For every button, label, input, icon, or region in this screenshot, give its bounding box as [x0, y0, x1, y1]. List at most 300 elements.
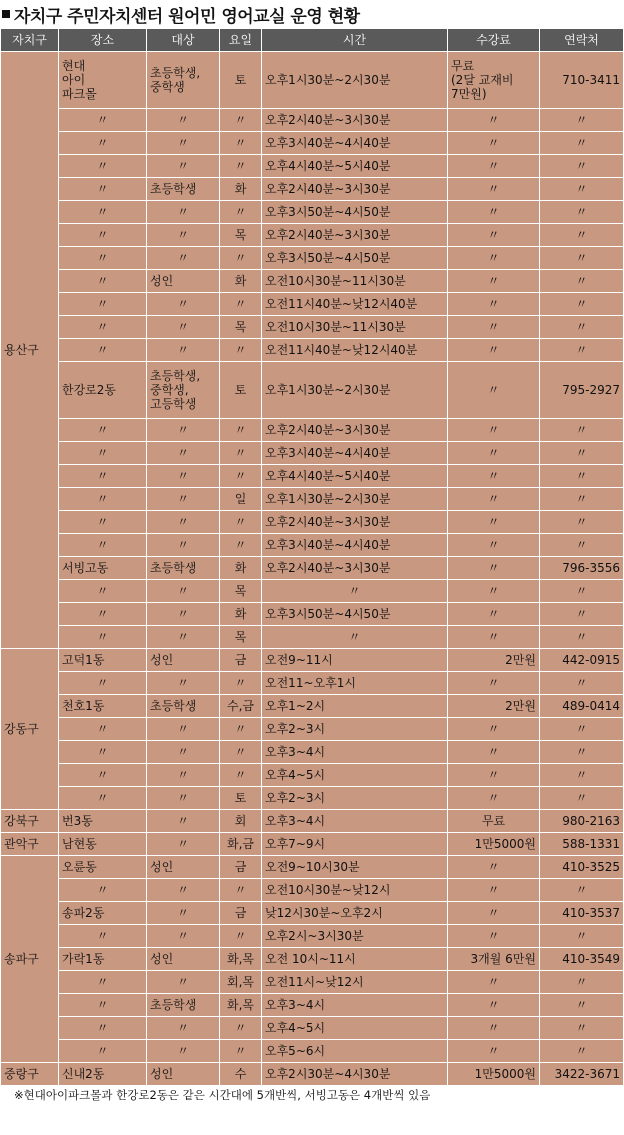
cell-contact: 〃 [540, 994, 624, 1017]
table-row [1, 155, 624, 178]
table-row [1, 649, 624, 672]
cell-fee: 〃 [448, 994, 540, 1017]
table-row [1, 994, 624, 1017]
cell-contact: 〃 [540, 603, 624, 626]
cell-district: 송파구 [1, 856, 59, 1063]
cell-target: 성인 [147, 270, 220, 293]
cell-place: 〃 [59, 316, 147, 339]
cell-target: 초등학생 [147, 178, 220, 201]
cell-fee: 3개월 6만원 [448, 948, 540, 971]
cell-day: 목 [220, 580, 262, 603]
cell-contact: 〃 [540, 925, 624, 948]
cell-day: 금 [220, 902, 262, 925]
cell-contact: 〃 [540, 155, 624, 178]
cell-contact: 489-0414 [540, 695, 624, 718]
cell-contact: 588-1331 [540, 833, 624, 856]
cell-target: 성인 [147, 856, 220, 879]
cell-fee: 〃 [448, 971, 540, 994]
cell-target: 〃 [147, 442, 220, 465]
cell-place: 천호1동 [59, 695, 147, 718]
cell-contact: 〃 [540, 201, 624, 224]
cell-district: 용산구 [1, 52, 59, 649]
cell-place: 송파2동 [59, 902, 147, 925]
table-row [1, 787, 624, 810]
table-row [1, 511, 624, 534]
cell-target: 〃 [147, 534, 220, 557]
cell-fee: 〃 [448, 155, 540, 178]
cell-contact: 〃 [540, 580, 624, 603]
cell-place: 〃 [59, 1040, 147, 1063]
table-row [1, 580, 624, 603]
cell-day: 화 [220, 270, 262, 293]
cell-time: 오후1~2시 [262, 695, 448, 718]
cell-fee: 〃 [448, 339, 540, 362]
cell-target: 〃 [147, 109, 220, 132]
cell-time: 오전9~10시30분 [262, 856, 448, 879]
cell-time: 오후3시50분~4시50분 [262, 247, 448, 270]
cell-contact: 〃 [540, 879, 624, 902]
cell-target: 〃 [147, 879, 220, 902]
table-row [1, 488, 624, 511]
cell-contact: 〃 [540, 1040, 624, 1063]
cell-time: 오후2시40분~3시30분 [262, 557, 448, 580]
cell-place: 〃 [59, 672, 147, 695]
cell-day: 화,목 [220, 948, 262, 971]
cell-place: 〃 [59, 201, 147, 224]
table-row [1, 316, 624, 339]
cell-target: 초등학생 [147, 695, 220, 718]
cell-target: 〃 [147, 1040, 220, 1063]
cell-contact: 〃 [540, 534, 624, 557]
cell-target: 〃 [147, 741, 220, 764]
cell-fee: 〃 [448, 603, 540, 626]
cell-day: 화 [220, 178, 262, 201]
cell-day: 화,금 [220, 833, 262, 856]
cell-fee: 〃 [448, 132, 540, 155]
table-row [1, 879, 624, 902]
table-row [1, 339, 624, 362]
cell-fee: 〃 [448, 626, 540, 649]
table-row [1, 718, 624, 741]
cell-place: 〃 [59, 1017, 147, 1040]
cell-time: 오후2시~3시30분 [262, 925, 448, 948]
cell-day: 회,목 [220, 971, 262, 994]
cell-time: 오후2~3시 [262, 718, 448, 741]
cell-target: 〃 [147, 787, 220, 810]
table-row [1, 764, 624, 787]
cell-place: 〃 [59, 925, 147, 948]
table-row [1, 419, 624, 442]
english-class-table [0, 28, 624, 1086]
cell-place: 〃 [59, 339, 147, 362]
cell-day: 〃 [220, 419, 262, 442]
cell-target: 초등학생 [147, 994, 220, 1017]
cell-contact: 〃 [540, 971, 624, 994]
cell-fee: 〃 [448, 488, 540, 511]
header-fee: 수강료 [448, 29, 540, 52]
cell-fee: 〃 [448, 557, 540, 580]
cell-time: 오전 10시~11시 [262, 948, 448, 971]
title-row [0, 0, 624, 28]
cell-target: 〃 [147, 247, 220, 270]
cell-fee: 〃 [448, 419, 540, 442]
table-row [1, 557, 624, 580]
cell-day: 일 [220, 488, 262, 511]
page-title: 자치구 주민자치센터 원어민 영어교실 운영 현황 [14, 6, 360, 27]
cell-day: 〃 [220, 925, 262, 948]
cell-time: 오후2시40분~3시30분 [262, 178, 448, 201]
cell-place: 번3동 [59, 810, 147, 833]
table-row [1, 442, 624, 465]
cell-fee: 〃 [448, 856, 540, 879]
cell-contact: 〃 [540, 247, 624, 270]
table-row [1, 1017, 624, 1040]
table-row [1, 626, 624, 649]
footnote: ※현대아이파크몰과 한강로2동은 같은 시간대에 5개반씩, 서빙고동은 4개반씩 있음 [14, 1088, 431, 1102]
cell-day: 화 [220, 557, 262, 580]
cell-target: 〃 [147, 902, 220, 925]
table-row [1, 534, 624, 557]
table-row [1, 201, 624, 224]
cell-place: 〃 [59, 132, 147, 155]
cell-fee: 무료 (2달 교재비 7만원) [448, 52, 540, 109]
cell-fee: 2만원 [448, 695, 540, 718]
cell-contact: 〃 [540, 764, 624, 787]
cell-time: 오후2시40분~3시30분 [262, 419, 448, 442]
cell-fee: 〃 [448, 580, 540, 603]
cell-day: 목 [220, 316, 262, 339]
cell-day: 수,금 [220, 695, 262, 718]
cell-target: 〃 [147, 316, 220, 339]
cell-time: 오전10시30분~11시30분 [262, 316, 448, 339]
cell-target: 〃 [147, 626, 220, 649]
cell-place: 〃 [59, 603, 147, 626]
cell-contact: 410-3525 [540, 856, 624, 879]
cell-day: 수 [220, 1063, 262, 1086]
cell-time: 오후1시30분~2시30분 [262, 52, 448, 109]
cell-fee: 2만원 [448, 649, 540, 672]
cell-place: 신내2동 [59, 1063, 147, 1086]
cell-place: 〃 [59, 270, 147, 293]
cell-time: 오전11시~낮12시 [262, 971, 448, 994]
cell-time: 오전10시30분~낮12시 [262, 879, 448, 902]
cell-day: 〃 [220, 155, 262, 178]
cell-contact: 〃 [540, 316, 624, 339]
cell-place: 〃 [59, 718, 147, 741]
cell-day: 화,목 [220, 994, 262, 1017]
cell-target: 〃 [147, 764, 220, 787]
cell-target: 〃 [147, 672, 220, 695]
cell-day: 〃 [220, 764, 262, 787]
cell-fee: 〃 [448, 1040, 540, 1063]
cell-fee: 〃 [448, 764, 540, 787]
cell-contact: 796-3556 [540, 557, 624, 580]
cell-contact: 〃 [540, 718, 624, 741]
cell-day: 〃 [220, 109, 262, 132]
table-row [1, 1040, 624, 1063]
cell-time: 오후4~5시 [262, 1017, 448, 1040]
cell-day: 화 [220, 603, 262, 626]
cell-day: 〃 [220, 247, 262, 270]
cell-day: 〃 [220, 465, 262, 488]
cell-fee: 〃 [448, 879, 540, 902]
cell-contact: 〃 [540, 741, 624, 764]
cell-target: 〃 [147, 293, 220, 316]
table-row [1, 224, 624, 247]
cell-day: 목 [220, 626, 262, 649]
cell-fee: 〃 [448, 109, 540, 132]
cell-day: 〃 [220, 1017, 262, 1040]
cell-place: 〃 [59, 511, 147, 534]
cell-fee: 〃 [448, 316, 540, 339]
cell-target: 〃 [147, 718, 220, 741]
cell-time: 오후3시40분~4시40분 [262, 442, 448, 465]
cell-time: 낮12시30분~오후2시 [262, 902, 448, 925]
cell-place: 〃 [59, 534, 147, 557]
table-row [1, 856, 624, 879]
cell-place: 고덕1동 [59, 649, 147, 672]
cell-target: 〃 [147, 603, 220, 626]
cell-target: 〃 [147, 201, 220, 224]
table-row [1, 902, 624, 925]
cell-fee: 〃 [448, 224, 540, 247]
cell-time: 오전10시30분~11시30분 [262, 270, 448, 293]
cell-fee: 〃 [448, 672, 540, 695]
cell-target: 〃 [147, 810, 220, 833]
cell-contact: 〃 [540, 270, 624, 293]
table-row [1, 971, 624, 994]
cell-fee: 〃 [448, 718, 540, 741]
table-row [1, 465, 624, 488]
cell-contact: 〃 [540, 109, 624, 132]
cell-place: 〃 [59, 787, 147, 810]
cell-day: 〃 [220, 339, 262, 362]
cell-place: 〃 [59, 626, 147, 649]
cell-contact: 〃 [540, 626, 624, 649]
cell-district: 강북구 [1, 810, 59, 833]
table-row [1, 293, 624, 316]
cell-fee: 〃 [448, 293, 540, 316]
cell-fee: 〃 [448, 925, 540, 948]
cell-fee: 〃 [448, 201, 540, 224]
cell-place: 〃 [59, 465, 147, 488]
cell-place: 〃 [59, 879, 147, 902]
cell-day: 〃 [220, 442, 262, 465]
cell-contact: 〃 [540, 511, 624, 534]
cell-target: 〃 [147, 925, 220, 948]
table-row [1, 109, 624, 132]
cell-day: 금 [220, 649, 262, 672]
cell-fee: 〃 [448, 442, 540, 465]
cell-day: 〃 [220, 534, 262, 557]
cell-target: 초등학생 [147, 557, 220, 580]
table-header-row [1, 29, 624, 52]
cell-target: 초등학생, 중학생, 고등학생 [147, 362, 220, 419]
cell-time: 오전11시40분~낮12시40분 [262, 293, 448, 316]
cell-contact: 410-3549 [540, 948, 624, 971]
cell-place: 〃 [59, 178, 147, 201]
header-place: 장소 [59, 29, 147, 52]
cell-time: 오전11~오후1시 [262, 672, 448, 695]
cell-day: 금 [220, 856, 262, 879]
cell-place: 〃 [59, 247, 147, 270]
table-row [1, 132, 624, 155]
cell-fee: 무료 [448, 810, 540, 833]
cell-contact: 〃 [540, 488, 624, 511]
cell-target: 〃 [147, 155, 220, 178]
cell-time: 오후1시30분~2시30분 [262, 488, 448, 511]
cell-place: 〃 [59, 224, 147, 247]
table-row [1, 247, 624, 270]
header-day: 요일 [220, 29, 262, 52]
cell-target: 〃 [147, 465, 220, 488]
cell-contact: 〃 [540, 1017, 624, 1040]
cell-target: 〃 [147, 580, 220, 603]
cell-time: 〃 [262, 626, 448, 649]
cell-contact: 〃 [540, 672, 624, 695]
cell-time: 오후4~5시 [262, 764, 448, 787]
cell-place: 〃 [59, 419, 147, 442]
table-row [1, 52, 624, 109]
cell-place: 〃 [59, 488, 147, 511]
cell-time: 오후3시40분~4시40분 [262, 132, 448, 155]
cell-fee: 〃 [448, 465, 540, 488]
cell-district: 중랑구 [1, 1063, 59, 1086]
cell-day: 〃 [220, 741, 262, 764]
table-row [1, 178, 624, 201]
cell-contact: 〃 [540, 224, 624, 247]
header-time: 시간 [262, 29, 448, 52]
cell-time: 오전11시40분~낮12시40분 [262, 339, 448, 362]
cell-contact: 795-2927 [540, 362, 624, 419]
cell-target: 〃 [147, 511, 220, 534]
cell-target: 〃 [147, 971, 220, 994]
cell-place: 남현동 [59, 833, 147, 856]
cell-time: 오후3~4시 [262, 741, 448, 764]
cell-district: 관악구 [1, 833, 59, 856]
cell-target: 〃 [147, 339, 220, 362]
cell-place: 가락1동 [59, 948, 147, 971]
cell-fee: 〃 [448, 270, 540, 293]
cell-contact: 980-2163 [540, 810, 624, 833]
cell-contact: 〃 [540, 787, 624, 810]
cell-place: 현대 아이 파크몰 [59, 52, 147, 109]
table-row [1, 603, 624, 626]
cell-time: 오후2시40분~3시30분 [262, 109, 448, 132]
cell-time: 오후3~4시 [262, 994, 448, 1017]
cell-target: 〃 [147, 419, 220, 442]
cell-fee: 〃 [448, 178, 540, 201]
cell-place: 〃 [59, 741, 147, 764]
cell-fee: 〃 [448, 247, 540, 270]
cell-contact: 〃 [540, 178, 624, 201]
table-row [1, 362, 624, 419]
cell-place: 〃 [59, 580, 147, 603]
cell-target: 성인 [147, 1063, 220, 1086]
cell-day: 〃 [220, 511, 262, 534]
cell-day: 〃 [220, 293, 262, 316]
cell-district: 강동구 [1, 649, 59, 810]
table-row [1, 925, 624, 948]
cell-day: 〃 [220, 879, 262, 902]
cell-day: 〃 [220, 718, 262, 741]
cell-time: 오후2시30분~4시30분 [262, 1063, 448, 1086]
cell-time: 오후3시40분~4시40분 [262, 534, 448, 557]
table-row [1, 270, 624, 293]
cell-contact: 〃 [540, 442, 624, 465]
cell-place: 한강로2동 [59, 362, 147, 419]
cell-time: 오후7~9시 [262, 833, 448, 856]
header-district: 자치구 [1, 29, 59, 52]
table-row [1, 833, 624, 856]
cell-fee: 〃 [448, 902, 540, 925]
table-row [1, 810, 624, 833]
cell-day: 회 [220, 810, 262, 833]
cell-fee: 1만5000원 [448, 833, 540, 856]
cell-place: 〃 [59, 109, 147, 132]
cell-day: 목 [220, 224, 262, 247]
cell-time: 오후3시50분~4시50분 [262, 201, 448, 224]
cell-day: 〃 [220, 201, 262, 224]
cell-place: 〃 [59, 442, 147, 465]
cell-contact: 3422-3671 [540, 1063, 624, 1086]
cell-place: 오륜동 [59, 856, 147, 879]
table-row [1, 695, 624, 718]
cell-contact: 442-0915 [540, 649, 624, 672]
cell-target: 성인 [147, 948, 220, 971]
cell-target: 〃 [147, 833, 220, 856]
cell-fee: 〃 [448, 362, 540, 419]
cell-fee: 〃 [448, 511, 540, 534]
cell-day: 토 [220, 787, 262, 810]
table-row [1, 1063, 624, 1086]
cell-contact: 〃 [540, 465, 624, 488]
cell-contact: 710-3411 [540, 52, 624, 109]
cell-time: 오후4시40분~5시40분 [262, 465, 448, 488]
cell-place: 서빙고동 [59, 557, 147, 580]
cell-time: 오후4시40분~5시40분 [262, 155, 448, 178]
cell-time: 오전9~11시 [262, 649, 448, 672]
cell-target: 성인 [147, 649, 220, 672]
cell-day: 〃 [220, 672, 262, 695]
cell-target: 〃 [147, 1017, 220, 1040]
cell-day: 토 [220, 52, 262, 109]
table-row [1, 672, 624, 695]
cell-place: 〃 [59, 764, 147, 787]
cell-contact: 〃 [540, 339, 624, 362]
cell-time: 오후3~4시 [262, 810, 448, 833]
cell-time: 오후2시40분~3시30분 [262, 224, 448, 247]
bullet-square-icon [2, 10, 10, 18]
cell-time: 〃 [262, 580, 448, 603]
table-body [1, 52, 624, 1086]
cell-time: 오후2~3시 [262, 787, 448, 810]
table-row [1, 948, 624, 971]
cell-place: 〃 [59, 155, 147, 178]
cell-contact: 410-3537 [540, 902, 624, 925]
cell-day: 〃 [220, 1040, 262, 1063]
cell-time: 오후1시30분~2시30분 [262, 362, 448, 419]
cell-fee: 〃 [448, 741, 540, 764]
cell-contact: 〃 [540, 293, 624, 316]
cell-target: 〃 [147, 224, 220, 247]
cell-target: 〃 [147, 488, 220, 511]
cell-place: 〃 [59, 293, 147, 316]
header-target: 대상 [147, 29, 220, 52]
cell-target: 초등학생, 중학생 [147, 52, 220, 109]
cell-fee: 〃 [448, 1017, 540, 1040]
cell-place: 〃 [59, 971, 147, 994]
